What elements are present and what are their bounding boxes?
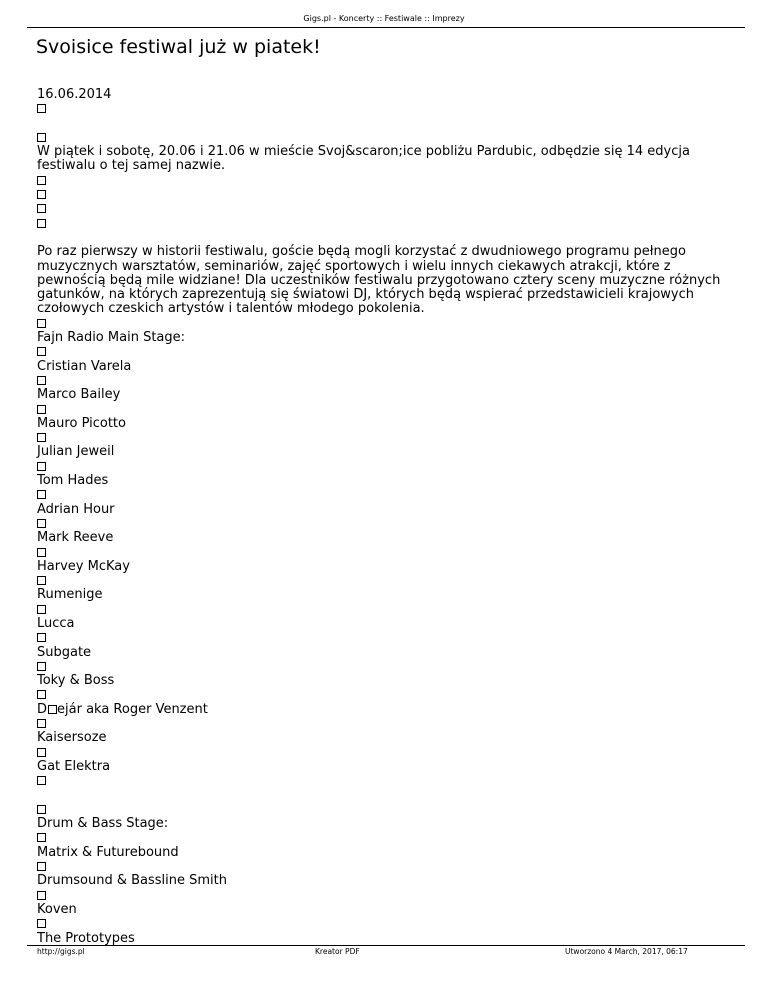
missing-glyph-icon [37, 919, 46, 928]
lineup-artist: Gat Elektra [37, 758, 111, 774]
header-divider [27, 27, 745, 28]
missing-glyph-icon [37, 405, 46, 414]
missing-glyph-icon [37, 605, 46, 614]
missing-glyph-icon [37, 133, 46, 142]
missing-glyph-icon [37, 490, 46, 499]
missing-glyph-icon [37, 833, 46, 842]
missing-glyph-icon [37, 347, 46, 356]
lineup-artist-rest: ejár aka Roger Venzent [57, 701, 208, 717]
missing-glyph-icon [37, 319, 46, 328]
lineup-artist: Lucca [37, 615, 75, 631]
lineup-artist: Toky & Boss [37, 673, 115, 689]
dnb-stage-heading: Drum & Bass Stage: [37, 816, 169, 832]
lineup-artist: Rumenige [37, 587, 103, 603]
main-stage-lineup-continued [37, 717, 737, 774]
dnb-stage-lineup [37, 831, 737, 945]
missing-glyph-icon [48, 705, 57, 714]
missing-glyph-icon [37, 891, 46, 900]
missing-glyph-icon [37, 633, 46, 642]
footer-created: Utworzono 4 March, 2017, 06:17 [565, 947, 688, 956]
missing-glyph-icon [37, 719, 46, 728]
missing-glyph-icon [37, 462, 46, 471]
lineup-artist: Harvey McKay [37, 558, 130, 574]
article-date: 16.06.2014 [37, 87, 112, 102]
missing-glyph-icon [37, 433, 46, 442]
article-title: Svoisice festiwal już w piatek! [36, 36, 321, 58]
missing-glyph-icon [37, 805, 46, 814]
lineup-artist: D [37, 701, 48, 717]
footer-divider [27, 945, 745, 946]
missing-glyph-icon [37, 519, 46, 528]
lineup-artist: Matrix & Futurebound [37, 844, 179, 860]
main-stage-lineup [37, 345, 737, 688]
missing-glyph-icon [37, 576, 46, 585]
lineup-artist: Drumsound & Bassline Smith [37, 873, 228, 889]
article-intro: W piątek i sobotę, 20.06 i 21.06 w mieście Svoj&scaron;ice pobliżu Pardubic, odbędzie się 14 edycja festiwalu o tej samej nazwie. [37, 144, 690, 174]
missing-glyph-icon [37, 748, 46, 757]
lineup-artist: Julian Jeweil [37, 444, 115, 460]
article-content [37, 88, 737, 946]
lineup-artist: The Prototypes [37, 930, 135, 946]
lineup-artist: Koven [37, 901, 77, 917]
missing-glyph-icon [37, 662, 46, 671]
missing-glyph-icon [37, 190, 46, 199]
lineup-artist: Tom Hades [37, 473, 109, 489]
missing-glyph-icon [37, 176, 46, 185]
lineup-artist: Marco Bailey [37, 387, 121, 403]
missing-glyph-icon [37, 548, 46, 557]
lineup-artist: Mark Reeve [37, 530, 114, 546]
main-stage-heading: Fajn Radio Main Stage: [37, 330, 186, 346]
missing-glyph-icon [37, 219, 46, 228]
missing-glyph-icon [37, 376, 46, 385]
missing-glyph-icon [37, 104, 46, 113]
footer-generator: Kreator PDF [315, 947, 360, 956]
missing-glyph-icon [37, 776, 46, 785]
lineup-artist: Mauro Picotto [37, 415, 126, 431]
lineup-artist: Subgate [37, 644, 92, 660]
lineup-artist: Adrian Hour [37, 501, 115, 517]
article-body: Po raz pierwszy w historii festiwalu, goście będą mogli korzystać z dwudniowego programu pełnego muzycznych warsztatów, seminariów, zajęć sportowych i wielu innych ciekawych atrakcji, które z pewnością będą mile widziane! Dla uczestników festiwalu przygotowano cztery sceny muzyczne różnych gatunków, na których zaprezentują się światowi DJ, których będą wspierać przedstawicieli krajowych czołowych czeskich artystów i talentów młodego pokolenia. [37, 244, 721, 317]
lineup-artist: Cristian Varela [37, 358, 132, 374]
missing-glyph-icon [37, 690, 46, 699]
missing-glyph-icon [37, 862, 46, 871]
footer-url: http://gigs.pl [37, 947, 85, 956]
missing-glyph-icon [37, 204, 46, 213]
page-header-title: Gigs.pl - Koncerty :: Festiwale :: Imprezy [303, 14, 465, 23]
lineup-artist: Kaisersoze [37, 730, 107, 746]
